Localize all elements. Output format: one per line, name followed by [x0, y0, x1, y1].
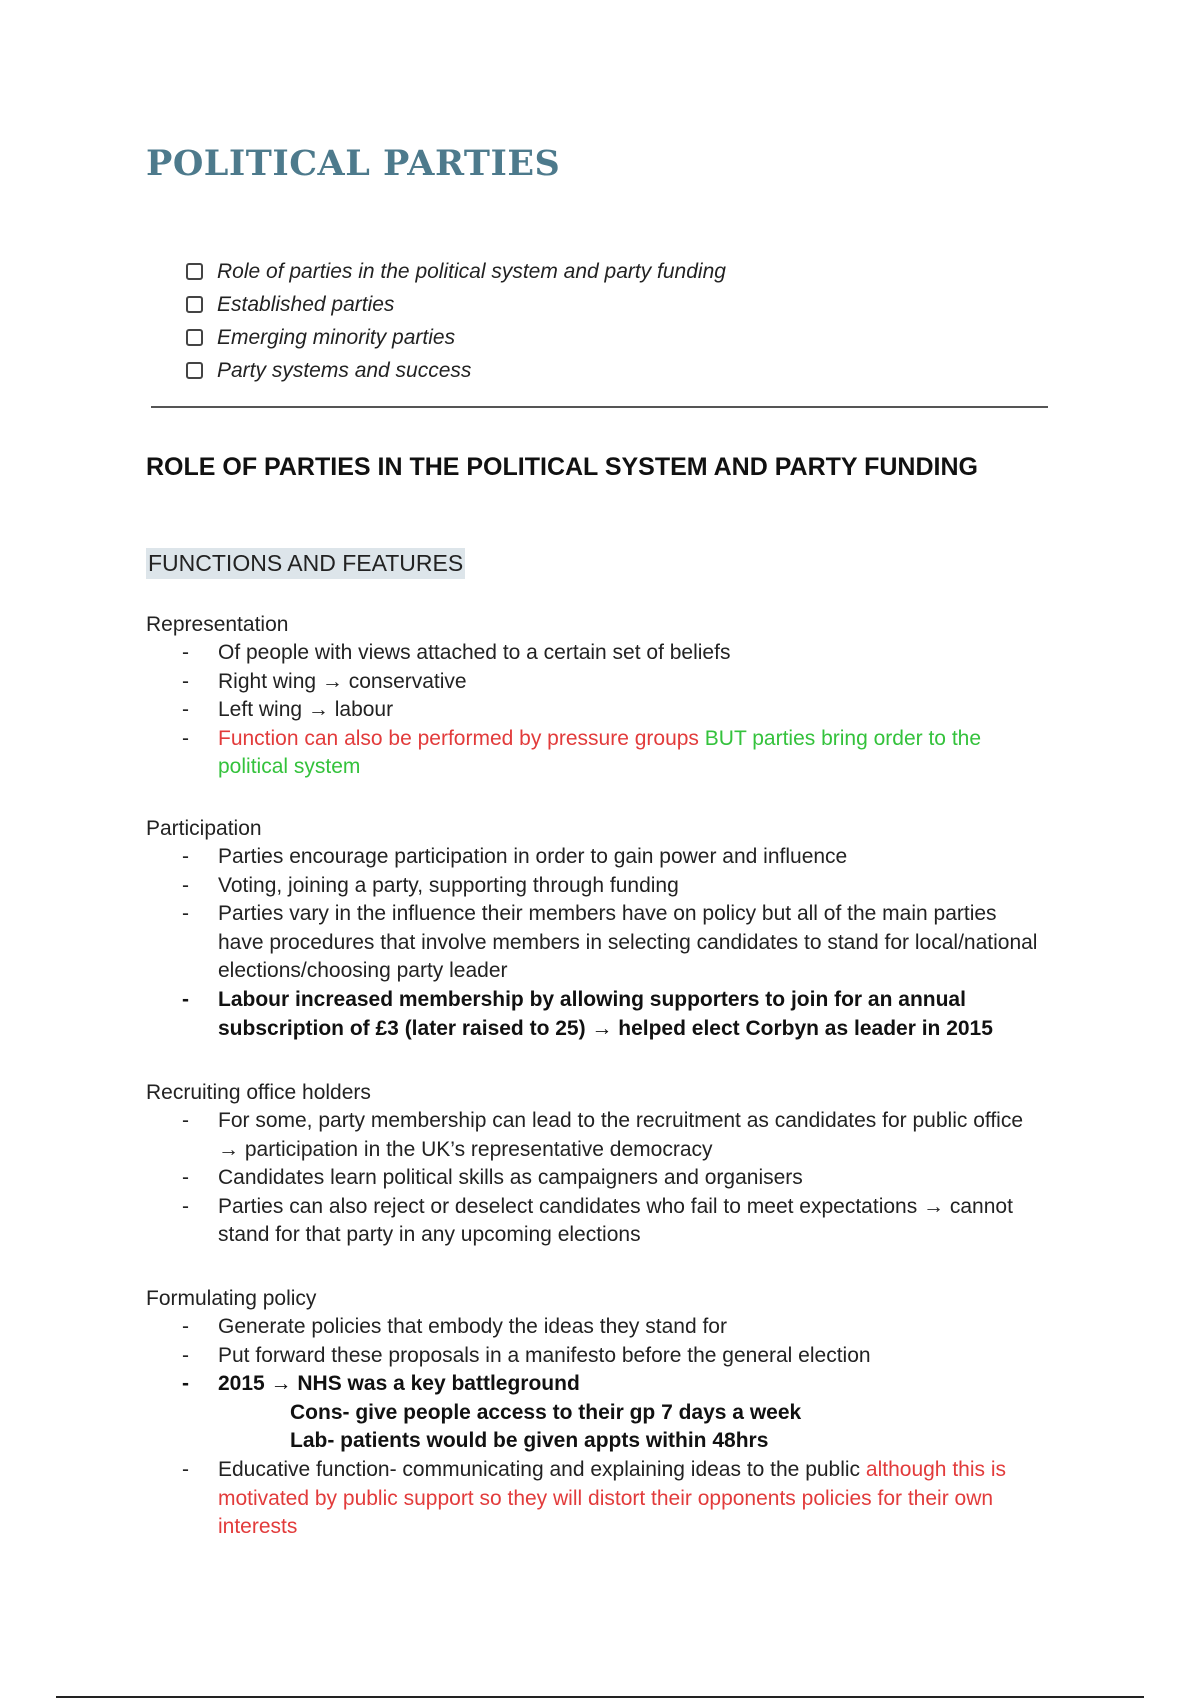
checkbox-icon[interactable] — [186, 296, 203, 313]
cons-pledge: Cons- give people access to their gp 7 days a week — [290, 1400, 802, 1424]
checklist-label: Established parties — [217, 292, 395, 316]
recruiting-title: Recruiting office holders — [146, 1081, 371, 1104]
checklist-label: Party systems and success — [217, 358, 472, 382]
list-item: - Of people with views attached to a certain set of beliefs — [146, 639, 1046, 668]
policy-section — [146, 1284, 1066, 1542]
counterpoint-text: BUT parties bring order to the political system — [218, 726, 982, 779]
list-item: - Voting, joining a party, supporting through funding — [146, 872, 1046, 901]
list-item — [146, 725, 1046, 782]
checklist-label: Emerging minority parties — [217, 325, 456, 349]
list-item: - Right wing → conservative — [146, 668, 1046, 697]
list-item: - Put forward these proposals in a manifesto before the general election — [146, 1342, 1066, 1371]
page-bottom-divider — [56, 1696, 1144, 1698]
participation-list — [146, 843, 1046, 1043]
participation-section — [146, 814, 1046, 1043]
list-item: - Generate policies that embody the ideas they stand for — [146, 1313, 1066, 1342]
checkbox-icon[interactable] — [186, 263, 203, 280]
lab-pledge: Lab- patients would be given appts within 48hrs — [290, 1429, 769, 1453]
section-heading: ROLE OF PARTIES IN THE POLITICAL SYSTEM AND PARTY FUNDING — [146, 453, 978, 481]
list-item: - Candidates learn political skills as campaigners and organisers — [146, 1164, 1046, 1193]
list-item: - Parties can also reject or deselect candidates who fail to meet expectations → cannot stand for that party in any upcoming elections — [146, 1193, 1046, 1250]
recruiting-list — [146, 1107, 1046, 1250]
subsection-heading: FUNCTIONS AND FEATURES — [146, 548, 465, 579]
checklist-label: Role of parties in the political system and party funding — [217, 259, 726, 283]
list-item — [146, 1370, 1066, 1456]
representation-list — [146, 639, 1046, 782]
criticism-text: although this is motivated by public support so they will distort their opponents policies for their own interests — [218, 1457, 1006, 1539]
checklist-item — [186, 321, 726, 354]
representation-title: Representation — [146, 613, 289, 636]
list-item: - Parties vary in the influence their members have on policy but all of the main parties have procedures that involve members in selecting candidates to stand for local/national elections/choosing party leader — [146, 900, 1046, 986]
horizontal-divider — [151, 406, 1048, 408]
nhs-example: 2015 → NHS was a key battleground — [218, 1372, 580, 1396]
recruiting-section — [146, 1078, 1046, 1250]
criticism-text: Function can also be performed by pressure groups — [218, 726, 705, 750]
checkbox-icon[interactable] — [186, 362, 203, 379]
policy-list — [146, 1313, 1066, 1542]
page-title: POLITICAL PARTIES — [146, 143, 561, 184]
list-item: - Labour increased membership by allowing supporters to join for an annual subscription of £3 (later raised to 25) → helped elect Corbyn as leader in 2015 — [146, 986, 1046, 1043]
topic-checklist — [186, 255, 726, 387]
policy-title: Formulating policy — [146, 1287, 317, 1310]
representation-section — [146, 610, 1046, 782]
checkbox-icon[interactable] — [186, 329, 203, 346]
checklist-item — [186, 255, 726, 288]
checklist-item — [186, 288, 726, 321]
participation-title: Participation — [146, 817, 262, 840]
checklist-item — [186, 354, 726, 387]
list-item: - Parties encourage participation in order to gain power and influence — [146, 843, 1046, 872]
list-item — [146, 1456, 1066, 1542]
educative-text: Educative function- communicating and explaining ideas to the public — [218, 1457, 866, 1481]
list-item: - For some, party membership can lead to the recruitment as candidates for public office → participation in the UK’s representative democracy — [146, 1107, 1046, 1164]
list-item: - Left wing → labour — [146, 696, 1046, 725]
